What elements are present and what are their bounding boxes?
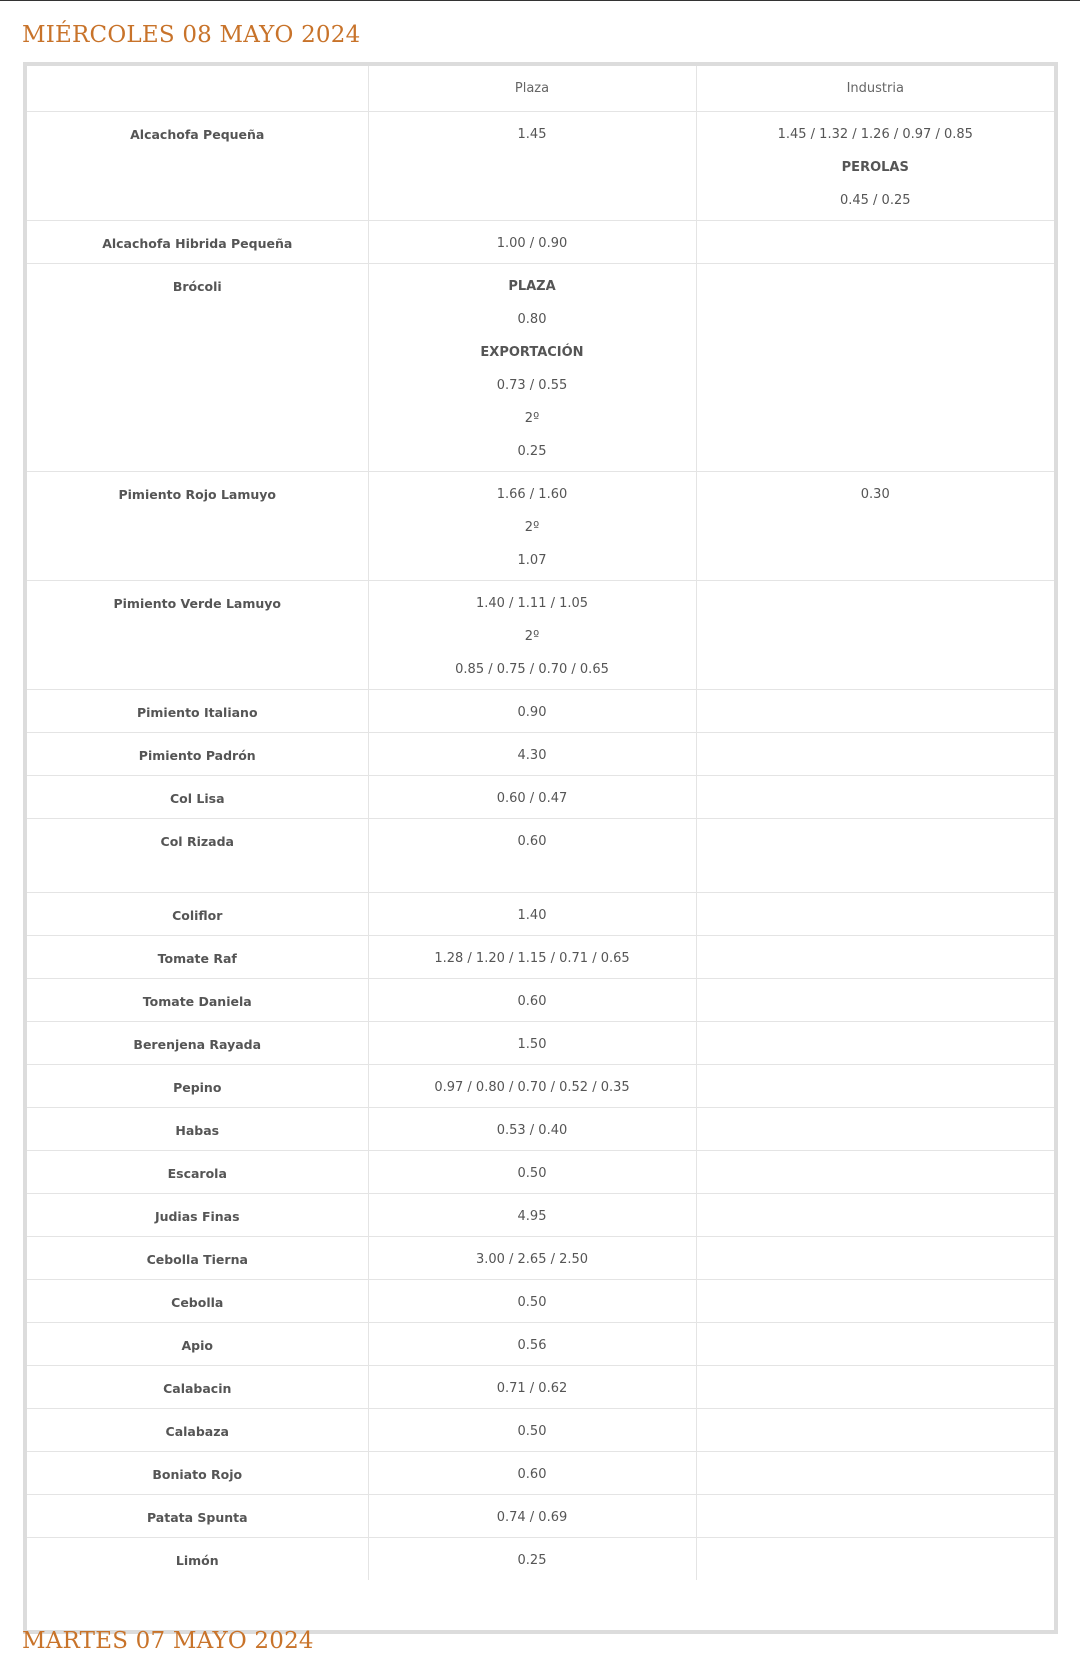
price-value: 0.74 / 0.69 (496, 1510, 568, 1525)
price-value: 0.25 (517, 1553, 547, 1568)
price-value: 0.50 (517, 1295, 547, 1310)
price-value: 0.71 / 0.62 (496, 1381, 568, 1396)
table-row (27, 221, 1054, 264)
plaza-price-cell (368, 776, 696, 819)
plaza-price-cell (368, 221, 696, 264)
industria-price-cell (696, 936, 1054, 979)
price-value: 1.40 (517, 908, 547, 923)
price-table-body (27, 66, 1054, 1580)
top-rule (0, 0, 1080, 1)
product-name: Pimiento Padrón (27, 733, 368, 776)
price-value: 1.00 / 0.90 (496, 236, 568, 251)
industria-price-cell (696, 1538, 1054, 1581)
price-value: 0.53 / 0.40 (496, 1123, 568, 1138)
industria-price-cell (696, 1022, 1054, 1065)
plaza-price-cell (368, 112, 696, 221)
date-heading-next: MARTES 07 MAYO 2024 (22, 1628, 314, 1654)
price-value: 0.80 (517, 312, 547, 327)
plaza-price-cell (368, 1151, 696, 1194)
industria-price-cell (696, 1108, 1054, 1151)
plaza-price-cell (368, 1065, 696, 1108)
header-cell-plaza: Plaza (368, 66, 696, 112)
industria-price-cell (696, 581, 1054, 690)
table-row (27, 936, 1054, 979)
plaza-price-cell (368, 979, 696, 1022)
plaza-price-cell (368, 1237, 696, 1280)
product-name: Pepino (27, 1065, 368, 1108)
table-row (27, 819, 1054, 893)
product-name: Alcachofa Hibrida Pequeña (27, 221, 368, 264)
product-name: Col Lisa (27, 776, 368, 819)
price-value: 1.45 (517, 127, 547, 142)
table-row (27, 979, 1054, 1022)
table-row (27, 1065, 1054, 1108)
price-value: 1.40 / 1.11 / 1.05 (475, 596, 589, 611)
industria-price-cell (696, 1151, 1054, 1194)
price-value: 0.60 (517, 834, 547, 849)
plaza-price-cell (368, 1108, 696, 1151)
table-row (27, 1409, 1054, 1452)
table-row (27, 1237, 1054, 1280)
industria-price-cell (696, 1366, 1054, 1409)
industria-price-cell (696, 1495, 1054, 1538)
product-name: Apio (27, 1323, 368, 1366)
plaza-price-cell (368, 690, 696, 733)
industria-price-cell (696, 819, 1054, 893)
price-category-label: PLAZA (508, 279, 556, 294)
price-value: 1.50 (517, 1037, 547, 1052)
plaza-price-cell (368, 1323, 696, 1366)
price-table-frame (23, 62, 1058, 1634)
table-row (27, 733, 1054, 776)
product-name: Cebolla Tierna (27, 1237, 368, 1280)
industria-price-cell (696, 1237, 1054, 1280)
product-name: Judias Finas (27, 1194, 368, 1237)
price-value: 0.73 / 0.55 (496, 378, 568, 393)
plaza-price-cell (368, 936, 696, 979)
price-value: 0.50 (517, 1424, 547, 1439)
table-row (27, 1495, 1054, 1538)
price-category-label: EXPORTACIÓN (480, 345, 584, 360)
price-value: 4.95 (517, 1209, 547, 1224)
date-heading-current: MIÉRCOLES 08 MAYO 2024 (22, 22, 361, 48)
plaza-price-cell (368, 1495, 696, 1538)
table-row (27, 1194, 1054, 1237)
industria-price-cell (696, 1452, 1054, 1495)
plaza-price-cell (368, 1538, 696, 1581)
industria-price-cell (696, 1323, 1054, 1366)
table-row (27, 1323, 1054, 1366)
product-name: Limón (27, 1538, 368, 1581)
table-row (27, 1280, 1054, 1323)
industria-price-cell (696, 1065, 1054, 1108)
product-name: Brócoli (27, 264, 368, 472)
product-name: Habas (27, 1108, 368, 1151)
product-name: Berenjena Rayada (27, 1022, 368, 1065)
price-value: 0.60 (517, 994, 547, 1009)
price-value: 2º (524, 629, 540, 644)
industria-price-cell (696, 1409, 1054, 1452)
product-name: Pimiento Verde Lamuyo (27, 581, 368, 690)
industria-price-cell (696, 264, 1054, 472)
plaza-price-cell (368, 819, 696, 893)
table-row (27, 581, 1054, 690)
table-row (27, 264, 1054, 472)
table-row (27, 1366, 1054, 1409)
table-row (27, 690, 1054, 733)
product-name: Patata Spunta (27, 1495, 368, 1538)
price-value: 0.97 / 0.80 / 0.70 / 0.52 / 0.35 (434, 1080, 630, 1095)
plaza-price-cell (368, 733, 696, 776)
table-row (27, 776, 1054, 819)
table-row (27, 1108, 1054, 1151)
price-value: 0.50 (517, 1166, 547, 1181)
industria-price-cell (696, 776, 1054, 819)
industria-price-cell (696, 979, 1054, 1022)
industria-price-cell (696, 112, 1054, 221)
price-value: 2º (524, 411, 540, 426)
plaza-price-cell (368, 1366, 696, 1409)
plaza-price-cell (368, 472, 696, 581)
product-name: Calabacin (27, 1366, 368, 1409)
product-name: Tomate Raf (27, 936, 368, 979)
price-value: 1.45 / 1.32 / 1.26 / 0.97 / 0.85 (777, 127, 973, 142)
price-value: 0.30 (860, 487, 890, 502)
industria-price-cell (696, 690, 1054, 733)
price-value: 0.45 / 0.25 (839, 193, 911, 208)
table-row (27, 1452, 1054, 1495)
product-name: Calabaza (27, 1409, 368, 1452)
industria-price-cell (696, 1194, 1054, 1237)
product-name: Tomate Daniela (27, 979, 368, 1022)
price-value: 2º (524, 520, 540, 535)
product-name: Escarola (27, 1151, 368, 1194)
product-name: Pimiento Rojo Lamuyo (27, 472, 368, 581)
industria-price-cell (696, 733, 1054, 776)
price-value: 0.85 / 0.75 / 0.70 / 0.65 (455, 662, 609, 677)
price-value: 0.60 / 0.47 (496, 791, 568, 806)
table-row (27, 1151, 1054, 1194)
industria-price-cell (696, 1280, 1054, 1323)
table-header-row (27, 66, 1054, 112)
table-row (27, 893, 1054, 936)
product-name: Col Rizada (27, 819, 368, 893)
price-table (27, 66, 1054, 1580)
industria-price-cell (696, 893, 1054, 936)
price-value: 1.07 (517, 553, 547, 568)
product-name: Alcachofa Pequeña (27, 112, 368, 221)
plaza-price-cell (368, 1194, 696, 1237)
plaza-price-cell (368, 1409, 696, 1452)
product-name: Coliflor (27, 893, 368, 936)
product-name: Pimiento Italiano (27, 690, 368, 733)
plaza-price-cell (368, 1022, 696, 1065)
price-category-label: PEROLAS (841, 160, 909, 175)
header-cell-industria: Industria (696, 66, 1054, 112)
table-row (27, 1538, 1054, 1581)
header-cell-product (27, 66, 368, 112)
table-row (27, 112, 1054, 221)
price-value: 0.90 (517, 705, 547, 720)
plaza-price-cell (368, 1280, 696, 1323)
price-value: 4.30 (517, 748, 547, 763)
product-name: Boniato Rojo (27, 1452, 368, 1495)
plaza-price-cell (368, 893, 696, 936)
industria-price-cell (696, 221, 1054, 264)
plaza-price-cell (368, 581, 696, 690)
product-name: Cebolla (27, 1280, 368, 1323)
price-value: 0.56 (517, 1338, 547, 1353)
price-value: 3.00 / 2.65 / 2.50 (475, 1252, 589, 1267)
plaza-price-cell (368, 264, 696, 472)
price-value: 1.66 / 1.60 (496, 487, 568, 502)
price-value: 1.28 / 1.20 / 1.15 / 0.71 / 0.65 (434, 951, 630, 966)
price-value: 0.25 (517, 444, 547, 459)
price-value: 0.60 (517, 1467, 547, 1482)
industria-price-cell (696, 472, 1054, 581)
plaza-price-cell (368, 1452, 696, 1495)
table-row (27, 472, 1054, 581)
table-row (27, 1022, 1054, 1065)
